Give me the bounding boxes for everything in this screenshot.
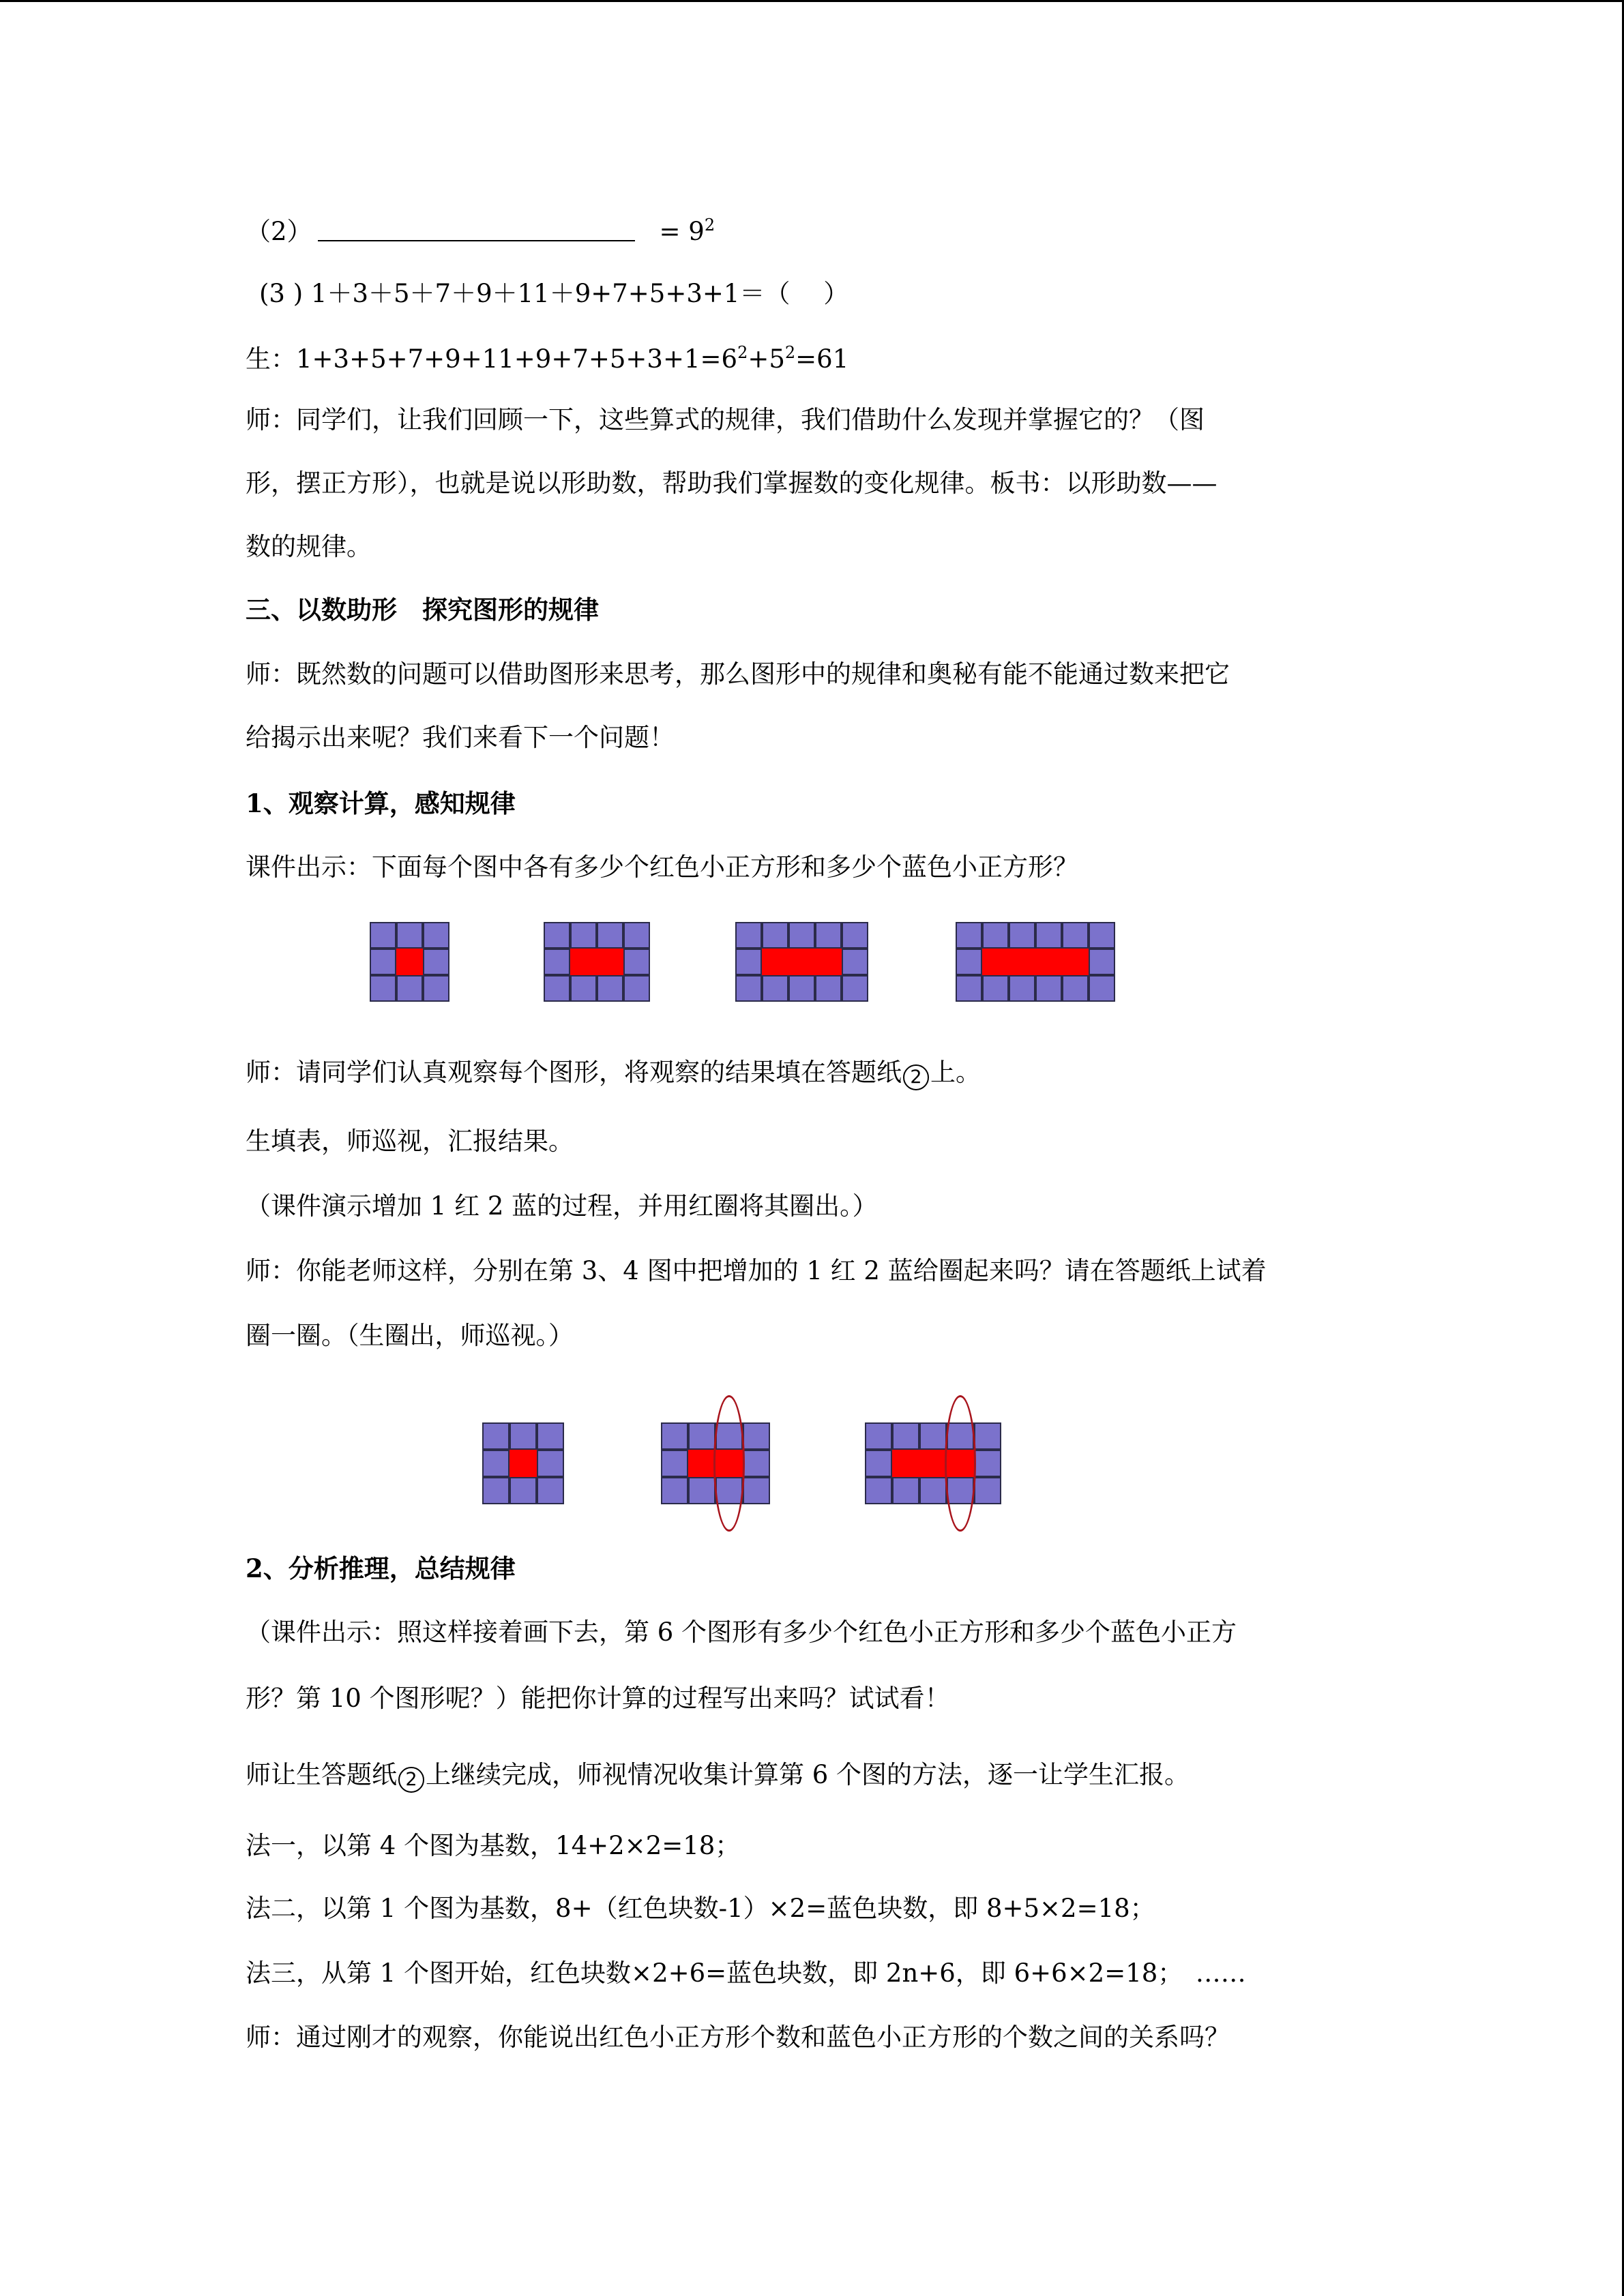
blue-square bbox=[956, 922, 982, 949]
pattern-figure-2 bbox=[661, 1422, 770, 1504]
exponent: 2 bbox=[784, 343, 796, 362]
blue-square bbox=[1009, 922, 1035, 949]
blue-square bbox=[1062, 975, 1089, 1002]
text-line bbox=[246, 1762, 1190, 1793]
text-run: 上。 bbox=[930, 1058, 981, 1087]
pattern-figure-3 bbox=[865, 1422, 1001, 1504]
text-line: （课件出示：照这样接着画下去，第 6 个图形有多少个红色小正方形和多少个蓝色小正方 bbox=[246, 1617, 1237, 1647]
blue-square bbox=[544, 922, 570, 949]
text-line: 师：你能老师这样，分别在第 3、4 图中把增加的 1 红 2 蓝给圈起来吗？请在答题纸上试着 bbox=[246, 1256, 1267, 1285]
blue-square bbox=[735, 922, 762, 949]
text-run: =61 bbox=[795, 344, 849, 374]
blue-square bbox=[842, 975, 868, 1002]
red-square bbox=[788, 949, 815, 975]
blue-square bbox=[544, 975, 570, 1002]
text-run: 师让生答题纸 bbox=[246, 1760, 397, 1789]
pattern-figure-1 bbox=[370, 922, 449, 1002]
text-line: 圈一圈。（生圈出，师巡视。） bbox=[246, 1321, 574, 1350]
blue-square bbox=[865, 1450, 892, 1477]
text-run: 上继续完成，师视情况收集计算第 6 个图的方法，逐一让学生汇报。 bbox=[426, 1760, 1190, 1789]
text-line: 形？第 10 个图形呢？）能把你计算的过程写出来吗？试试看！ bbox=[246, 1684, 950, 1713]
blue-square bbox=[396, 975, 423, 1002]
blue-square bbox=[1035, 975, 1062, 1002]
blue-square bbox=[762, 975, 788, 1002]
red-square bbox=[892, 1450, 919, 1477]
blue-square bbox=[537, 1477, 564, 1504]
red-square bbox=[762, 949, 788, 975]
blue-square bbox=[974, 1422, 1001, 1450]
blue-square bbox=[735, 949, 762, 975]
blue-square bbox=[537, 1450, 564, 1477]
blue-square bbox=[815, 975, 842, 1002]
blue-square bbox=[570, 975, 597, 1002]
blue-square bbox=[1009, 975, 1035, 1002]
text-line: (3 ) 1＋3＋5＋7＋9＋11＋9+7+5+3+1＝（ ） bbox=[259, 279, 849, 308]
pattern-figure-4 bbox=[956, 922, 1115, 1002]
pattern-figure-1 bbox=[482, 1422, 564, 1504]
circled-number: 2 bbox=[398, 1767, 424, 1793]
blue-square bbox=[370, 975, 396, 1002]
red-square bbox=[1009, 949, 1035, 975]
red-square bbox=[597, 949, 623, 975]
red-circle-mark bbox=[945, 1395, 976, 1532]
section-heading: 三、以数助形 探究图形的规律 bbox=[246, 595, 599, 625]
text-line: （课件演示增加 1 红 2 蓝的过程，并用红圈将其圈出。） bbox=[246, 1191, 878, 1221]
blue-square bbox=[423, 975, 449, 1002]
red-circle-mark bbox=[713, 1395, 745, 1532]
blue-square bbox=[597, 922, 623, 949]
blue-square bbox=[537, 1422, 564, 1450]
blue-square bbox=[396, 922, 423, 949]
blue-square bbox=[919, 1477, 947, 1504]
blue-square bbox=[735, 975, 762, 1002]
blue-square bbox=[956, 975, 982, 1002]
section-heading: 1、观察计算，感知规律 bbox=[246, 788, 516, 818]
blue-square bbox=[544, 949, 570, 975]
blue-square bbox=[370, 949, 396, 975]
text-run: 师：请同学们认真观察每个图形，将观察的结果填在答题纸 bbox=[246, 1058, 902, 1087]
blue-square bbox=[510, 1477, 537, 1504]
red-square bbox=[570, 949, 597, 975]
pattern-figure-2 bbox=[544, 922, 650, 1002]
blue-square bbox=[743, 1422, 770, 1450]
blue-square bbox=[982, 975, 1009, 1002]
blue-square bbox=[956, 949, 982, 975]
blue-square bbox=[815, 922, 842, 949]
blue-square bbox=[1089, 975, 1115, 1002]
blue-square bbox=[1062, 922, 1089, 949]
text-line: 形，摆正方形），也就是说以形助数，帮助我们掌握数的变化规律。板书：以形助数—— bbox=[246, 468, 1217, 498]
blue-square bbox=[788, 975, 815, 1002]
blue-square bbox=[482, 1477, 510, 1504]
text-line: 生填表，师巡视，汇报结果。 bbox=[246, 1127, 574, 1156]
blue-square bbox=[661, 1477, 688, 1504]
blue-square bbox=[570, 922, 597, 949]
formula-prefix: （2） bbox=[246, 217, 312, 246]
red-square bbox=[815, 949, 842, 975]
exponent: 2 bbox=[737, 343, 748, 362]
red-square bbox=[1035, 949, 1062, 975]
page-border-top bbox=[0, 0, 1624, 2]
blue-square bbox=[743, 1477, 770, 1504]
blue-square bbox=[482, 1450, 510, 1477]
blue-square bbox=[982, 922, 1009, 949]
red-square bbox=[982, 949, 1009, 975]
blue-square bbox=[1089, 949, 1115, 975]
blue-square bbox=[623, 949, 650, 975]
text-line: 法一，以第 4 个图为基数，14+2×2=18； bbox=[246, 1831, 741, 1860]
red-square bbox=[396, 949, 423, 975]
red-square bbox=[919, 1450, 947, 1477]
blue-square bbox=[661, 1450, 688, 1477]
blue-square bbox=[623, 922, 650, 949]
blue-square bbox=[423, 922, 449, 949]
blue-square bbox=[974, 1450, 1001, 1477]
red-square bbox=[1062, 949, 1089, 975]
blue-square bbox=[865, 1422, 892, 1450]
blue-square bbox=[974, 1477, 1001, 1504]
formula-suffix: = 9 bbox=[659, 217, 705, 246]
blue-square bbox=[842, 922, 868, 949]
blue-square bbox=[482, 1422, 510, 1450]
pattern-figure-3 bbox=[735, 922, 868, 1002]
blue-square bbox=[510, 1422, 537, 1450]
blue-square bbox=[1089, 922, 1115, 949]
text-line: 师：同学们，让我们回顾一下，这些算式的规律，我们借助什么发现并掌握它的？（图 bbox=[246, 405, 1205, 434]
blue-square bbox=[1035, 922, 1062, 949]
blue-square bbox=[919, 1422, 947, 1450]
blue-square bbox=[623, 975, 650, 1002]
text-line: 师：既然数的问题可以借助图形来思考，那么图形中的规律和奥秘有能不能通过数来把它 bbox=[246, 659, 1230, 689]
answer-blank bbox=[318, 220, 635, 241]
blue-square bbox=[688, 1477, 715, 1504]
text-line: 课件出示：下面每个图中各有多少个红色小正方形和多少个蓝色小正方形？ bbox=[246, 852, 1078, 882]
text-line: 给揭示出来呢？我们来看下一个问题！ bbox=[246, 723, 675, 752]
blue-square bbox=[892, 1477, 919, 1504]
exponent: 2 bbox=[704, 215, 715, 235]
blue-square bbox=[661, 1422, 688, 1450]
blue-square bbox=[762, 922, 788, 949]
text-line bbox=[246, 217, 715, 244]
text-line: 师：通过刚才的观察，你能说出红色小正方形个数和蓝色小正方形的个数之间的关系吗？ bbox=[246, 2023, 1230, 2052]
red-square bbox=[688, 1450, 715, 1477]
text-run: 生：1+3+5+7+9+11+9+7+5+3+1=6 bbox=[246, 344, 738, 374]
text-line: 数的规律。 bbox=[246, 532, 372, 561]
blue-square bbox=[865, 1477, 892, 1504]
blue-square bbox=[370, 922, 396, 949]
blue-square bbox=[688, 1422, 715, 1450]
blue-square bbox=[892, 1422, 919, 1450]
blue-square bbox=[842, 949, 868, 975]
circled-number: 2 bbox=[903, 1064, 929, 1090]
text-line bbox=[246, 344, 848, 372]
blue-square bbox=[788, 922, 815, 949]
text-line: 法二，以第 1 个图为基数，8+（红色块数-1）×2=蓝色块数，即 8+5×2=18； bbox=[246, 1894, 1155, 1923]
red-square bbox=[510, 1450, 537, 1477]
text-run: +5 bbox=[748, 344, 785, 374]
blue-square bbox=[597, 975, 623, 1002]
blue-square bbox=[743, 1450, 770, 1477]
blue-square bbox=[423, 949, 449, 975]
text-line: 法三，从第 1 个图开始，红色块数×2+6=蓝色块数，即 2n+6，即 6+6×2=18； …… bbox=[246, 1958, 1246, 1988]
section-heading: 2、分析推理，总结规律 bbox=[246, 1553, 516, 1583]
text-line bbox=[246, 1060, 981, 1090]
